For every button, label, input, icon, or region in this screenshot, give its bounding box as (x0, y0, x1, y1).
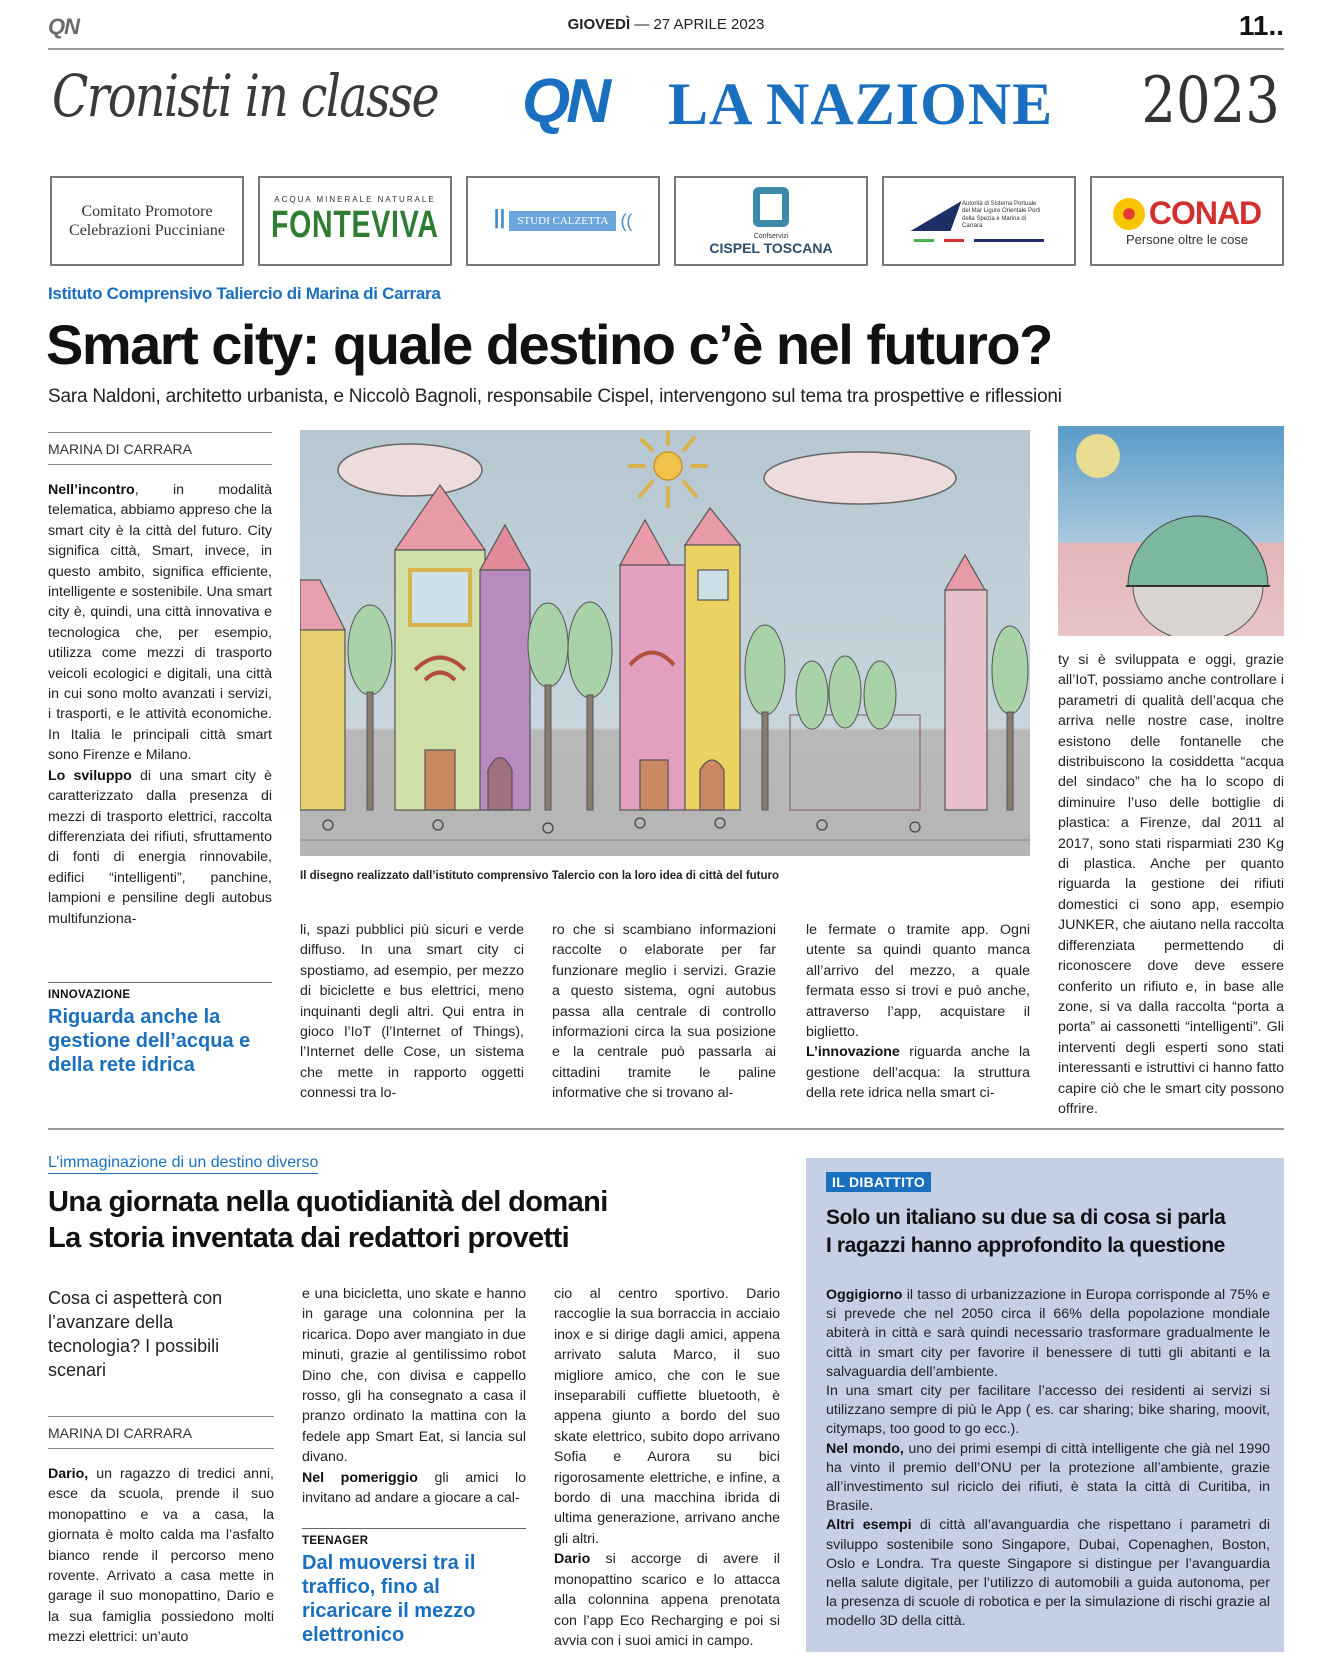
globe-icon (1128, 516, 1268, 586)
banner-title: Cronisti in classe (52, 62, 439, 130)
article2-kicker: L’immaginazione di un destino diverso (48, 1154, 318, 1174)
qn-logo-small: QN (48, 14, 79, 39)
debate-body (826, 1286, 1270, 1632)
lead-bold: L’innovazione (806, 1044, 900, 1061)
lead-bold: Nell’incontro (48, 482, 135, 498)
lead-bold: Nel mondo, (826, 1440, 904, 1457)
article2-column-3 (554, 1284, 780, 1651)
article-drawing-image (300, 430, 1030, 856)
article-column-4 (806, 920, 1030, 1104)
lead-bold: Dario, (48, 1466, 89, 1482)
paragraph (826, 1440, 1270, 1517)
flag-stripes (914, 239, 1044, 242)
article-subhead: Sara Naldoni, architetto urbanista, e Niccolò Bagnoli, responsabile Cispel, intervengono sul tema tra prospettive e riflessioni (48, 386, 1062, 407)
ship-logo-icon (911, 201, 962, 231)
sponsor-name: CONAD (1148, 195, 1262, 231)
sponsor-name: Autorità di Sistema Portuale del Mar Ligure Orientale Porti della Spezia e Marina di Carrara (962, 201, 1041, 229)
sponsor-comitato (50, 176, 244, 266)
section-divider (48, 1128, 1284, 1130)
sponsor-name: FONTEVIVA (271, 204, 439, 246)
article2-intro: Cosa ci aspetterà con l’avanzare della tecnologia? I possibili scenari (48, 1288, 223, 1380)
lead-bold: Oggigiorno (826, 1287, 903, 1303)
dateline: MARINA DI CARRARA (48, 1416, 274, 1449)
sponsor-name-line2: Celebrazioni Pucciniane (69, 222, 225, 239)
banner-year: 2023 (1141, 64, 1280, 138)
sun-icon (1076, 434, 1120, 478)
paragraph-text: e una bicicletta, uno skate e hanno in garage una colonnina per la ricarica. Dopo aver mangiato in due minuti, grazie al gentilissimo robot Dino che, con divisa e cappello rosso, gli ha consegnato a casa il pranzo ordinato la mattina con la fedele app Smart Eat, si lancia sul divano. (302, 1286, 526, 1466)
lead-bold: Nel pomeriggio (302, 1469, 418, 1486)
dateline: MARINA DI CARRARA (48, 432, 272, 465)
article-column-3: ro che si scambiano informazioni raccolte o elaborate per far funzionare meglio i servizi. Grazie a questo sistema, ogni autobus passa alla centrale di controllo informazioni circa la sua posizione e la centrale può passarla ai cittadini tramite le paline informative che si trovano al- (552, 922, 776, 1102)
paragraph (826, 1516, 1270, 1631)
issue-date (48, 16, 1284, 33)
lead-bold: Dario (554, 1551, 591, 1568)
article-column-1 (48, 480, 272, 929)
lead-bold: Altri esempi (826, 1517, 912, 1534)
sponsor-conad (1090, 176, 1284, 266)
page-header (48, 12, 1284, 50)
paragraph-text: , in modalità telematica, abbiamo appreso che la smart city è la città del futuro. City significa città, Smart, invece, in questo ambito, significa efficiente, intelligente e sostenibile. Una smart city è, quindi, una città innovativa e tecnologica che, per esempio, utilizza come mezzi di trasporto veicoli ecologici e digitali, una città in cui sono molto avanzati i servizi, i trasporti, e le attività economiche. In Italia le principali città smart sono Firenze e Milano. (48, 482, 272, 764)
sponsor-subtitle: ACQUA MINERALE NATURALE (274, 195, 436, 204)
paragraph-text: un ragazzo di tredici anni, esce da scuola, prende il suo monopattino e va a casa, la giornata è molto calda ma l’asfalto bianco rende il percorso meno rovente. Arrivato a casa mette in garage il suo monopattino, Dario e la sua famiglia possiedono molti mezzi elettrici: un’auto (48, 1466, 274, 1646)
sponsor-cispel (674, 176, 868, 266)
headline-line: Solo un italiano su due sa di cosa si parla (826, 1206, 1226, 1229)
article-column-5: ty si è sviluppata e oggi, grazie all’IoT, possiamo anche controllare i parametri di qualità dell’acqua che arriva nelle nostre case, inoltre esistono delle fontanelle che distribuiscono la cosiddetta “acqua del sindaco” che ha lo scopo di diminuire l’uso delle bottiglie di plastica: a Firenze, dal 2011 al 2017, sono stati risparmiati 230 Kg di plastica. Anche per quanto riguarda la gestione dei rifiuti domestici ci sono app, esempio JUNKER, che aiutano nella raccolta differenziata permettendo di riconoscere dove deve essere conferito un rifiuto e, in base alle zone, si va dalla raccolta “porta a porta” ai cassonetti “intelligenti”. Gli interventi degli esperti sono stati interessanti e istruttivi ci hanno fatto capire ciò che le smart city possono offrire. (1058, 652, 1284, 1117)
section-banner (48, 62, 1284, 142)
building (300, 485, 987, 810)
bike-icon (323, 818, 920, 833)
issue-date-text: 27 APRILE 2023 (653, 16, 765, 33)
article2-headline (48, 1184, 608, 1256)
debate-box (806, 1158, 1284, 1652)
paragraph-text: le fermate o tramite app. Ogni utente sa quindi quanto manca all’arrivo del mezzo, a quale fermata esso si trovi e può anche, attraverso l’app, acquistare il biglietto. (806, 922, 1030, 1041)
article2-column-1 (48, 1464, 274, 1648)
headline-line: La storia inventata dai redattori provetti (48, 1222, 570, 1254)
paper-name: LA NAZIONE (668, 71, 1054, 137)
sponsor-name: CISPEL TOSCANA (709, 239, 833, 256)
paragraph-text: gli amici lo invitano ad andare a giocare a cal- (302, 1469, 526, 1507)
globe-drawing-image (1058, 426, 1284, 636)
pull-quote (48, 982, 272, 1077)
pull-quote-label: TEENAGER (302, 1535, 369, 1547)
sponsor-strip (50, 176, 1284, 266)
headline-line: Una giornata nella quotidianità del domani (48, 1186, 608, 1218)
article-headline: Smart city: quale destino c’è nel futuro? (46, 313, 1052, 376)
globe-drawing (1058, 426, 1284, 636)
sponsor-tagline: Persone oltre le cose (1125, 232, 1249, 247)
paragraph-text: In una smart city per facilitare l’accesso dei residenti ai servizi si utilizzano sempre di più le App ( es. car sharing; bike sharing, moovit, citymaps, too good to go ecc.). (826, 1383, 1270, 1438)
headline-line: I ragazzi hanno approfondito la questione (826, 1234, 1225, 1257)
city-drawing (300, 430, 1030, 856)
paragraph-text: si accorge di avere il monopattino scarico e lo attacca alla colonnina appena prenotata con l’app Eco Recharging e poi si avvia con i suoi amici in campo. (554, 1551, 780, 1649)
paragraph-text: riguarda anche la gestione dell’acqua: la struttura della rete idrica nella smart ci- (806, 1044, 1030, 1102)
paragraph-text: di città all’avanguardia che rispettano i parametri di sviluppo sostenibile sono Singapore, Dubai, Copenaghen, Boston, Oslo e Londra. Tra queste Singapore si distingue per l’avanguardia nella salute digitale, per l’utilizzo di automobili a guida autonoma, per la presenza di scuole di robotica e per la simulazione di rischi grazie al modello 3D della città. (826, 1517, 1270, 1630)
paragraph-text: cio al centro sportivo. Dario raccoglie la sua borraccia in acciaio inox e si dirige dagli amici, appena arrivato saluta Marco, il suo migliore amico, che con le sue inseparabili cuffiette bluetooth, è appena giunto a bordo del suo skate elettrico, subito dopo arrivano Sofia e Aurora su bici rigorosamente elettriche, e infine, a bordo di una macchina ibrida di ultima generazione, arrivano anche gli altri. (554, 1286, 780, 1547)
sponsor-subtitle: Confservizi (753, 232, 789, 240)
sponsor-name: Comitato Promotore (81, 202, 213, 220)
sponsor-name: STUDI CALZETTA (509, 211, 616, 231)
article2-column-2 (302, 1284, 526, 1508)
sponsor-fonteviva (258, 176, 452, 266)
pull-quote-text: Dal muoversi tra il traffico, fino al ricaricare il mezzo elettronico (302, 1552, 476, 1646)
issue-day: GIOVEDÌ (567, 16, 631, 33)
sponsor-studi-calzetta (466, 176, 660, 266)
image-caption: Il disegno realizzato dall’istituto comprensivo Talercio con la loro idea di città del futuro (300, 870, 780, 882)
paragraph-text: il tasso di urbanizzazione in Europa corrisponde al 75% e si prevede che nel 2050 circa il 66% della popolazione mondiale abiterà in città e sarà quindi necessario trasformare gradualmente le città in smart city per favorire il benessere di tutti gli abitanti e la salvaguardia dell’ambiente. (826, 1287, 1270, 1380)
qn-logo: QN (522, 67, 607, 136)
globe-reflection (1133, 586, 1263, 636)
page-number-value: 11 (1238, 10, 1269, 41)
paragraph (826, 1286, 1270, 1382)
article-kicker: Istituto Comprensivo Taliercio di Marina di Carrara (48, 284, 441, 303)
sponsor-autorita-portuale (882, 176, 1076, 266)
studi-logo-icon: ꟾꟾ (493, 210, 506, 233)
paragraph-text: di una smart city è caratterizzato dalla presenza di mezzi di trasporto elettrici, raccolta differenziata dei rifiuti, sfruttamento di fonti di energia rinnovabile, edifici “intelligenti”, panchine, lampioni e pensiline degli autobus multifunziona- (48, 767, 272, 927)
debate-headline (826, 1204, 1225, 1260)
cloud-icon (764, 452, 956, 504)
cispel-logo-icon (753, 187, 789, 227)
cloud-icon (338, 444, 482, 496)
debate-label: IL DIBATTITO (826, 1172, 931, 1192)
date-separator: — (634, 16, 650, 33)
pull-quote-text: Riguarda anche la gestione dell’acqua e della rete idrica (48, 1006, 251, 1076)
flower-logo-icon (1113, 198, 1145, 230)
pull-quote-label: INNOVAZIONE (48, 989, 131, 1001)
wave-icon: (( (620, 210, 633, 231)
paragraph-text: uno dei primi esempi di città intelligente che già nel 1990 ha vinto il premio dell’ONU per la protezione all’ambiente, grazie all’investimento sul riciclo dei rifiuti, è stata la città di Curitiba, in Brasile. (826, 1440, 1270, 1515)
lead-bold: Lo sviluppo (48, 767, 132, 784)
sun-icon (630, 432, 706, 506)
article-column-2: li, spazi pubblici più sicuri e verde diffuso. In una smart city ci spostiamo, ad esempio, per mezzo di biciclette e bus elettrici, meno inquinanti degli altri. Qui entra in gioco l’IoT (l’Internet of Things), l’Internet delle Cose, un sistema che mette in rapporto oggetti connessi tra lo- (300, 922, 524, 1102)
paragraph (826, 1382, 1270, 1440)
page-number: 11.. (1238, 10, 1284, 41)
pull-quote (302, 1528, 526, 1647)
